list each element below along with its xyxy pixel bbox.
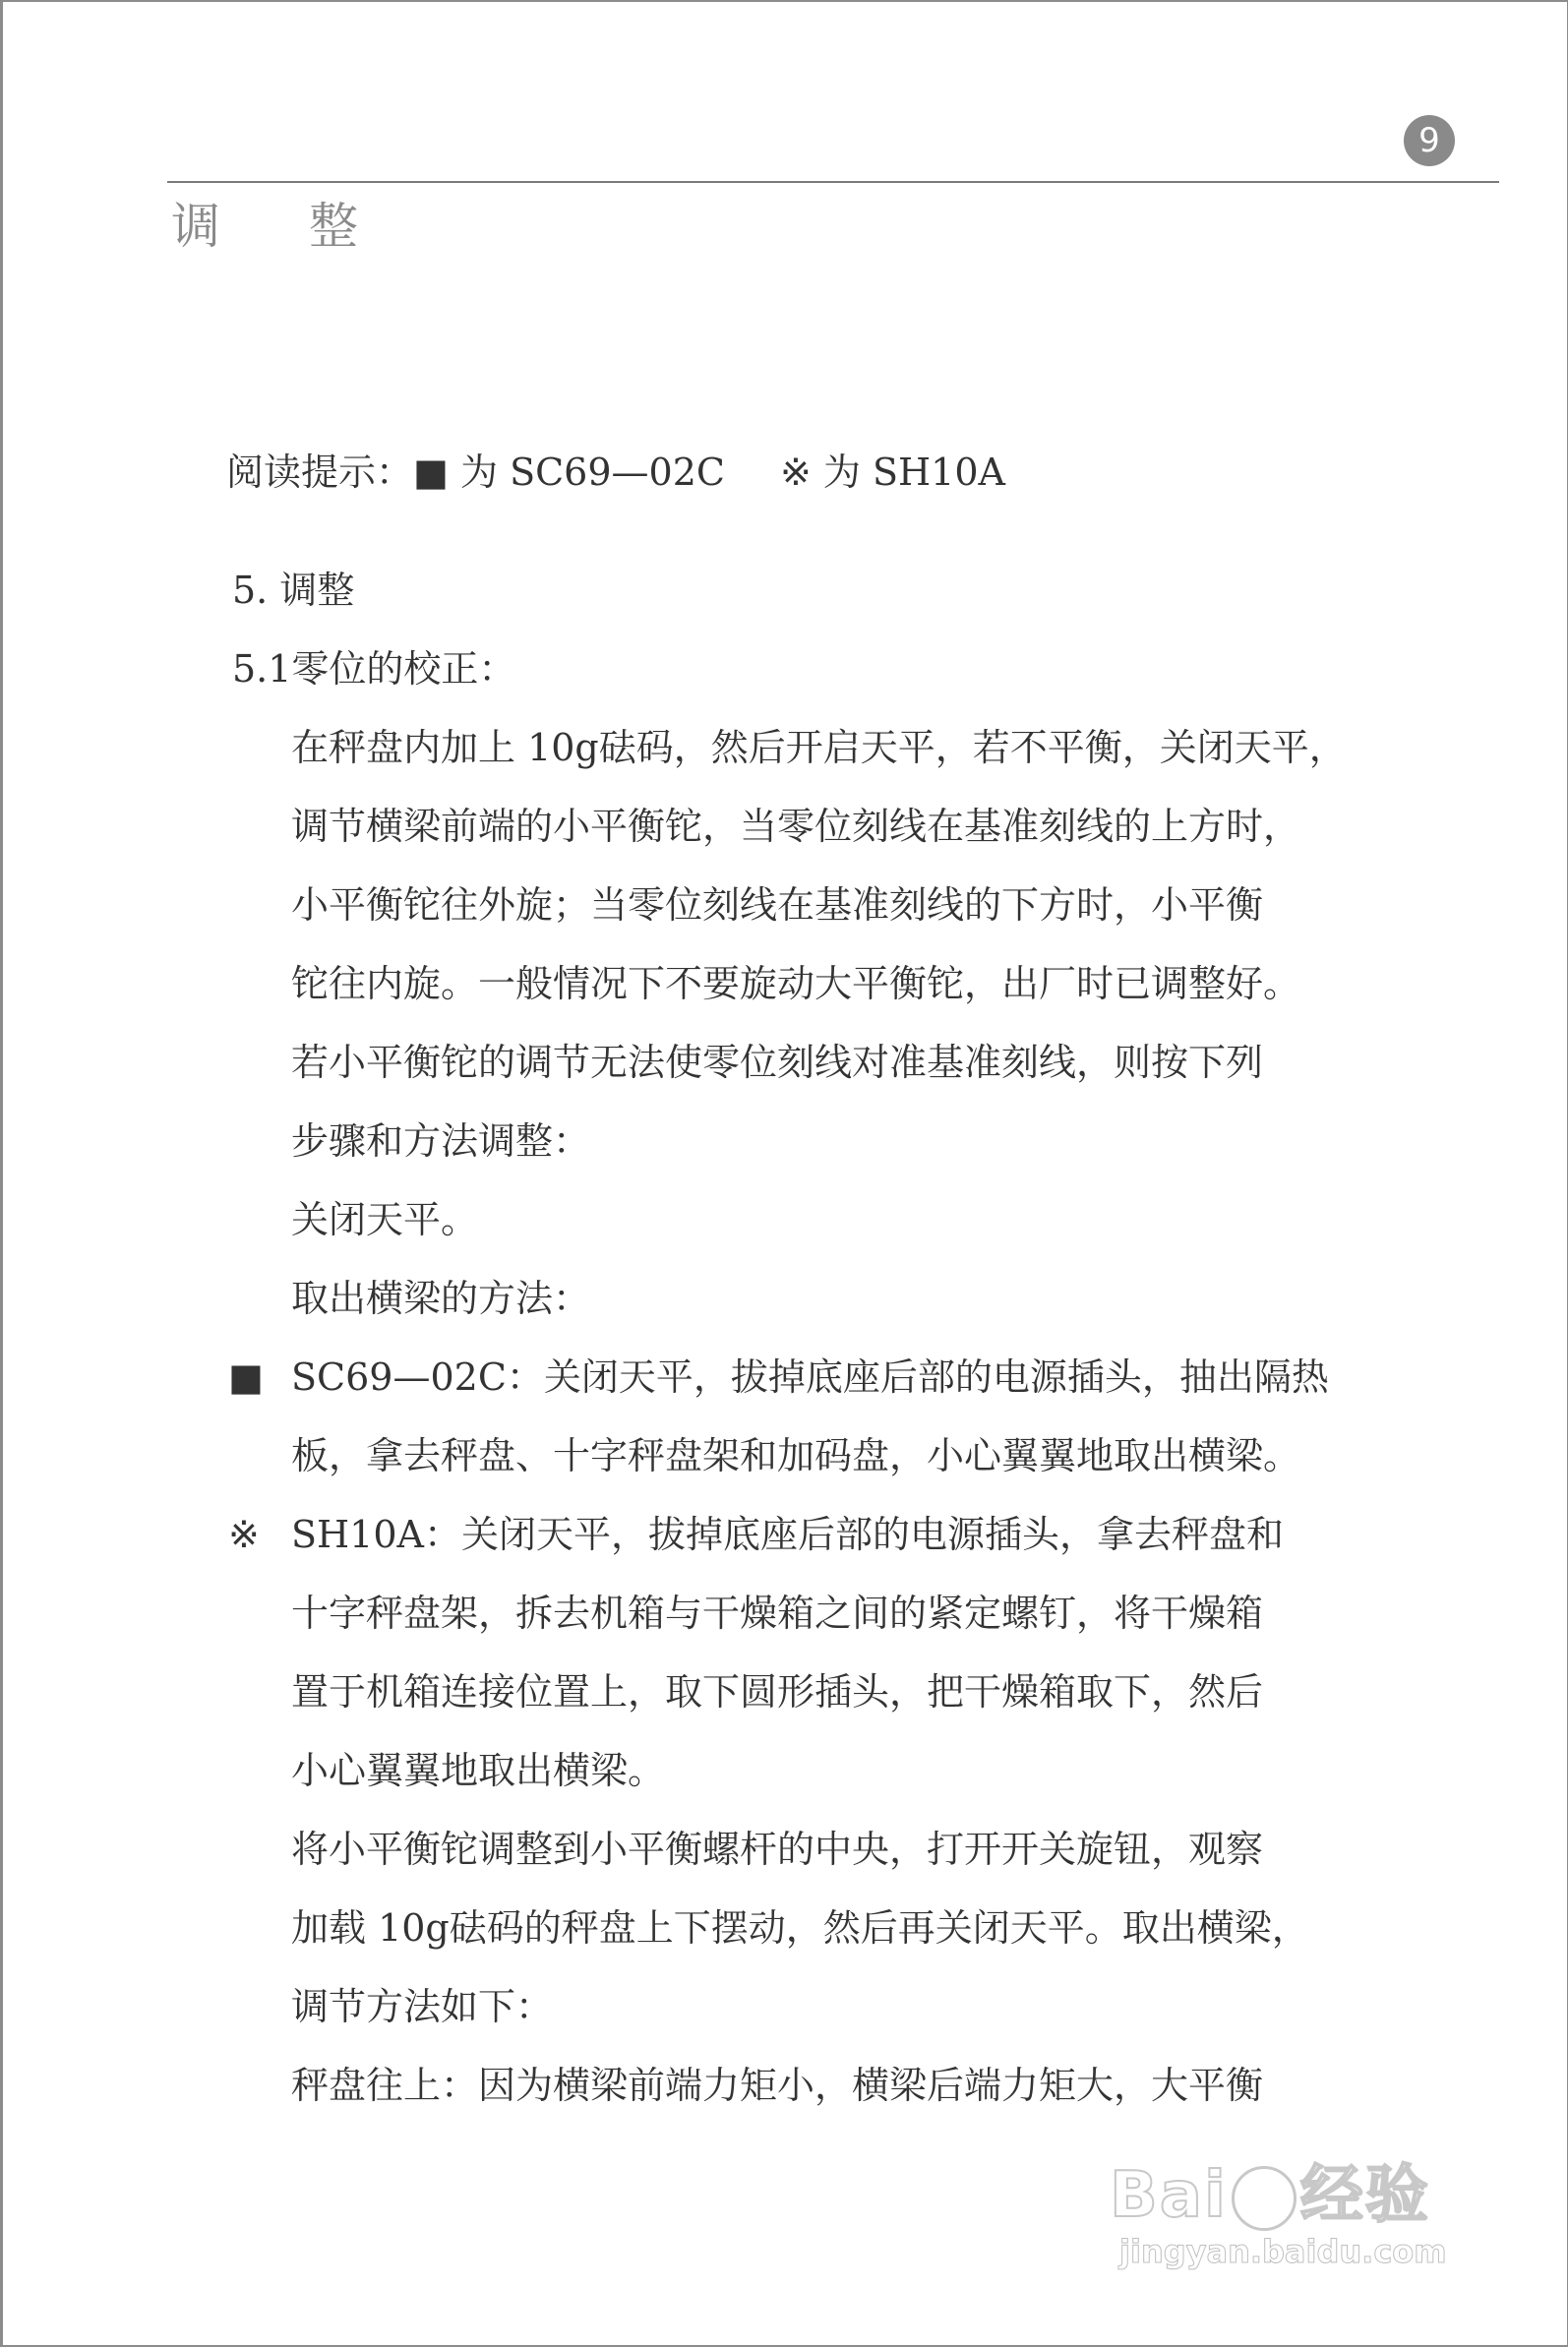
text-line xyxy=(0,1975,1568,2054)
text-line xyxy=(0,952,1568,1031)
line-text: SC69—02C：关闭天平，拔掉底座后部的电源插头，抽出隔热 xyxy=(291,1355,1329,1399)
text-line xyxy=(0,1346,1568,1424)
text-line xyxy=(0,1031,1568,1110)
text-line xyxy=(0,559,1568,637)
line-text: 关闭天平。 xyxy=(291,1198,479,1241)
baidu-jingyan-watermark xyxy=(1110,2144,1483,2282)
text-line xyxy=(0,1267,1568,1346)
square-bullet-icon: ■ xyxy=(228,1355,264,1399)
text-line xyxy=(0,637,1568,716)
text-line xyxy=(0,1188,1568,1267)
line-text: 置于机箱连接位置上，取下圆形插头，把干燥箱取下，然后 xyxy=(291,1670,1264,1714)
reading-tip-second: ※ 为 SH10A xyxy=(779,451,1005,494)
text-line xyxy=(0,795,1568,873)
watermark-logo: Bai 经验 xyxy=(1110,2159,1430,2232)
line-text: 在秤盘内加上 10g砝码，然后开启天平，若不平衡，关闭天平， xyxy=(291,726,1347,769)
paw-icon xyxy=(1232,2166,1297,2231)
line-text: 将小平衡铊调整到小平衡螺杆的中央，打开开关旋钮，观察 xyxy=(291,1828,1264,1871)
document-body xyxy=(0,559,1568,2133)
text-line xyxy=(0,1110,1568,1188)
line-text: 秤盘往上：因为横梁前端力矩小，横梁后端力矩大，大平衡 xyxy=(291,2064,1264,2107)
text-line xyxy=(0,1424,1568,1503)
text-line xyxy=(0,2054,1568,2133)
text-line xyxy=(0,1660,1568,1739)
text-line xyxy=(0,1896,1568,1975)
text-line xyxy=(0,1739,1568,1818)
line-text: 5. 调整 xyxy=(232,569,355,612)
line-text: 小平衡铊往外旋；当零位刻线在基准刻线的下方时，小平衡 xyxy=(291,883,1264,927)
line-text: 小心翼翼地取出横梁。 xyxy=(291,1749,666,1792)
line-text: 加载 10g砝码的秤盘上下摆动，然后再关闭天平。取出横梁， xyxy=(291,1906,1309,1950)
line-text: 调节横梁前端的小平衡铊，当零位刻线在基准刻线的上方时， xyxy=(291,805,1301,848)
header-rule xyxy=(167,181,1499,183)
reference-mark-icon: ※ xyxy=(228,1513,260,1556)
text-line xyxy=(0,1818,1568,1896)
text-line xyxy=(0,1503,1568,1582)
text-line xyxy=(0,716,1568,795)
reading-tip xyxy=(226,441,1005,504)
section-title: 调整 xyxy=(171,198,447,255)
reading-tip-first: ■ 为 SC69—02C xyxy=(413,451,725,494)
line-text: 5.1零位的校正： xyxy=(232,647,516,691)
line-text: 十字秤盘架，拆去机箱与干燥箱之间的紧定螺钉，将干燥箱 xyxy=(291,1592,1264,1635)
line-text: 板，拿去秤盘、十字秤盘架和加码盘，小心翼翼地取出横梁。 xyxy=(291,1434,1301,1477)
line-text: 调节方法如下： xyxy=(291,1985,554,2028)
line-text: 铊往内旋。一般情况下不要旋动大平衡铊，出厂时已调整好。 xyxy=(291,962,1301,1005)
reading-tip-label: 阅读提示： xyxy=(226,451,414,494)
watermark-url: jingyan.baidu.com xyxy=(1119,2233,1447,2270)
line-text: 步骤和方法调整： xyxy=(291,1119,591,1163)
line-text: 若小平衡铊的调节无法使零位刻线对准基准刻线，则按下列 xyxy=(291,1041,1264,1084)
line-text: 取出横梁的方法： xyxy=(291,1277,591,1320)
text-line xyxy=(0,1582,1568,1660)
line-text: SH10A：关闭天平，拔掉底座后部的电源插头，拿去秤盘和 xyxy=(291,1513,1284,1556)
text-line xyxy=(0,873,1568,952)
page-number-badge: 9 xyxy=(1404,115,1455,166)
